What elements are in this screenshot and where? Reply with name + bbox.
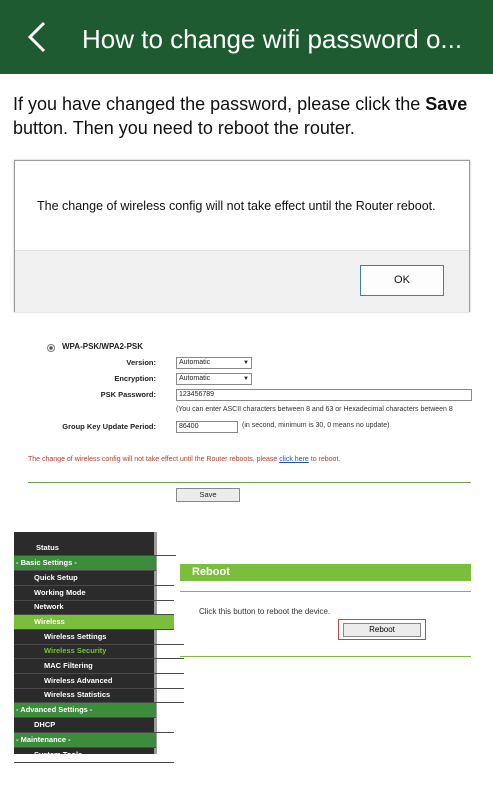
menu-item-status[interactable]: Status xyxy=(14,541,176,556)
group-key-input[interactable]: 86400 xyxy=(176,421,238,433)
back-arrow-icon[interactable] xyxy=(22,20,56,54)
group-key-label: Group Key Update Period: xyxy=(62,422,156,431)
version-label: Version: xyxy=(126,358,156,367)
intro-text-start: If you have changed the password, please click the xyxy=(13,94,426,114)
screenshot-reboot-page xyxy=(14,532,471,759)
divider xyxy=(180,591,471,592)
intro-text-end: button. Then you need to reboot the router. xyxy=(13,118,355,138)
dropdown-arrow-icon: ▼ xyxy=(243,376,249,382)
dialog-message: The change of wireless config will not take effect until the Router reboot. xyxy=(37,199,436,213)
encryption-label: Encryption: xyxy=(114,374,156,383)
psk-hint: (You can enter ASCII characters between 8 and 63 or Hexadecimal characters between 8 xyxy=(176,406,453,413)
encryption-value: Automatic xyxy=(179,375,211,382)
reboot-highlight xyxy=(338,619,426,640)
screenshot-reboot-dialog xyxy=(14,160,470,312)
reboot-panel xyxy=(180,564,471,754)
router-sidebar xyxy=(14,532,157,759)
menu-section-maintenance[interactable]: - Maintenance - xyxy=(14,733,156,748)
dialog-ok-button[interactable]: OK xyxy=(360,265,444,296)
menu-item-quick-setup[interactable]: Quick Setup xyxy=(14,571,174,586)
menu-item-network[interactable]: Network xyxy=(14,600,174,615)
menu-item-wireless-statistics[interactable]: Wireless Statistics xyxy=(14,688,184,703)
psk-label: PSK Password: xyxy=(100,390,156,399)
intro-save-word: Save xyxy=(425,94,468,114)
menu-item-mac-filtering[interactable]: MAC Filtering xyxy=(14,659,184,674)
menu-item-wireless[interactable]: Wireless xyxy=(14,615,174,630)
menu-item-dhcp[interactable]: DHCP xyxy=(14,718,174,733)
reboot-warning xyxy=(28,456,340,463)
group-key-hint: (in second, minimum is 30, 0 means no update) xyxy=(242,422,390,429)
version-value: Automatic xyxy=(179,359,211,366)
warning-text-start: The change of wireless config will not take effect until the Router reboots, please xyxy=(28,456,280,463)
intro-text xyxy=(13,92,483,140)
encryption-select[interactable] xyxy=(176,373,252,385)
dropdown-arrow-icon: ▼ xyxy=(243,360,249,366)
menu-section-advanced[interactable]: - Advanced Settings - xyxy=(14,703,156,718)
reboot-title: Reboot xyxy=(180,564,471,581)
menu-item-wireless-advanced[interactable]: Wireless Advanced xyxy=(14,674,184,689)
screenshot-wpa-form xyxy=(14,330,471,505)
app-bar xyxy=(0,0,493,74)
reboot-button[interactable]: Reboot xyxy=(343,623,421,637)
warning-text-end: to reboot. xyxy=(308,456,341,463)
menu-item-system-tools[interactable]: System Tools xyxy=(14,748,174,763)
wpa-mode-label: WPA-PSK/WPA2-PSK xyxy=(62,342,144,351)
reboot-description: Click this button to reboot the device. xyxy=(199,607,331,616)
psk-input[interactable]: 123456789 xyxy=(176,389,472,401)
click-here-link[interactable]: click here xyxy=(279,456,309,463)
divider xyxy=(28,482,471,483)
divider xyxy=(180,656,471,657)
page-title: How to change wifi password o... xyxy=(82,24,463,54)
version-select[interactable] xyxy=(176,357,252,369)
menu-section-basic[interactable]: - Basic Settings - xyxy=(14,556,156,571)
menu-item-working-mode[interactable]: Working Mode xyxy=(14,586,174,601)
menu-item-wireless-settings[interactable]: Wireless Settings xyxy=(14,630,184,645)
menu-item-wireless-security[interactable]: Wireless Security xyxy=(14,644,184,659)
wpa-radio[interactable] xyxy=(47,344,55,352)
save-button[interactable]: Save xyxy=(176,488,240,502)
